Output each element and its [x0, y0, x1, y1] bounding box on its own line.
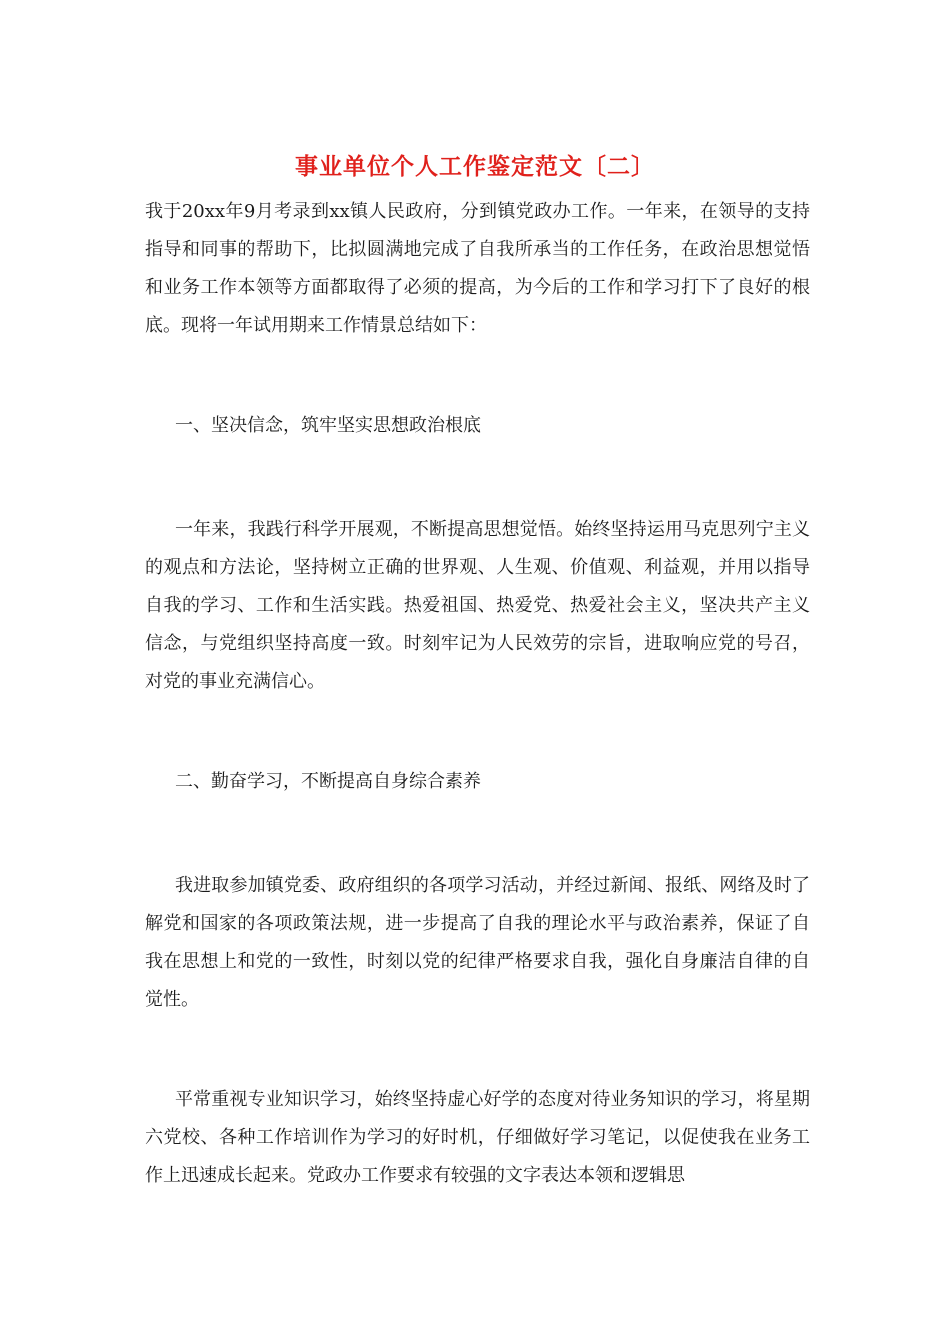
section-1-heading: 一、坚决信念，筑牢坚实思想政治根底 [175, 415, 481, 436]
section-1-paragraph: 一年来，我践行科学开展观，不断提高思想觉悟。始终坚持运用马克思列宁主义的观点和方法论，坚持树立正确的世界观、人生观、价值观、利益观，并用以指导自我的学习、工作和生活实践。热爱祖国、热爱党、热爱社会主义，坚决共产主义信念，与党组织坚持高度一致。时刻牢记为人民效劳的宗旨，进取响应党的号召，对党的事业充满信心。 [145, 519, 810, 692]
section-2-heading: 二、勤奋学习，不断提高自身综合素养 [175, 771, 481, 792]
intro-paragraph: 我于20xx年9月考录到xx镇人民政府，分到镇党政办工作。一年来，在领导的支持指导和同事的帮助下，比拟圆满地完成了自我所承当的工作任务，在政治思想觉悟和业务工作本领等方面都取得了必须的提高，为今后的工作和学习打下了良好的根底。现将一年试用期来工作情景总结如下： [145, 201, 810, 336]
section-2-paragraph-1: 我进取参加镇党委、政府组织的各项学习活动，并经过新闻、报纸、网络及时了解党和国家的各项政策法规，进一步提高了自我的理论水平与政治素养，保证了自我在思想上和党的一致性，时刻以党的纪律严格要求自我，强化自身廉洁自律的自觉性。 [145, 875, 810, 1010]
section-2-paragraph-2: 平常重视专业知识学习，始终坚持虚心好学的态度对待业务知识的学习，将星期六党校、各种工作培训作为学习的好时机，仔细做好学习笔记，以促使我在业务工作上迅速成长起来。党政办工作要求有较强的文字表达本领和逻辑思 [145, 1089, 810, 1186]
document-title: 事业单位个人工作鉴定范文〔二〕 [295, 153, 655, 180]
